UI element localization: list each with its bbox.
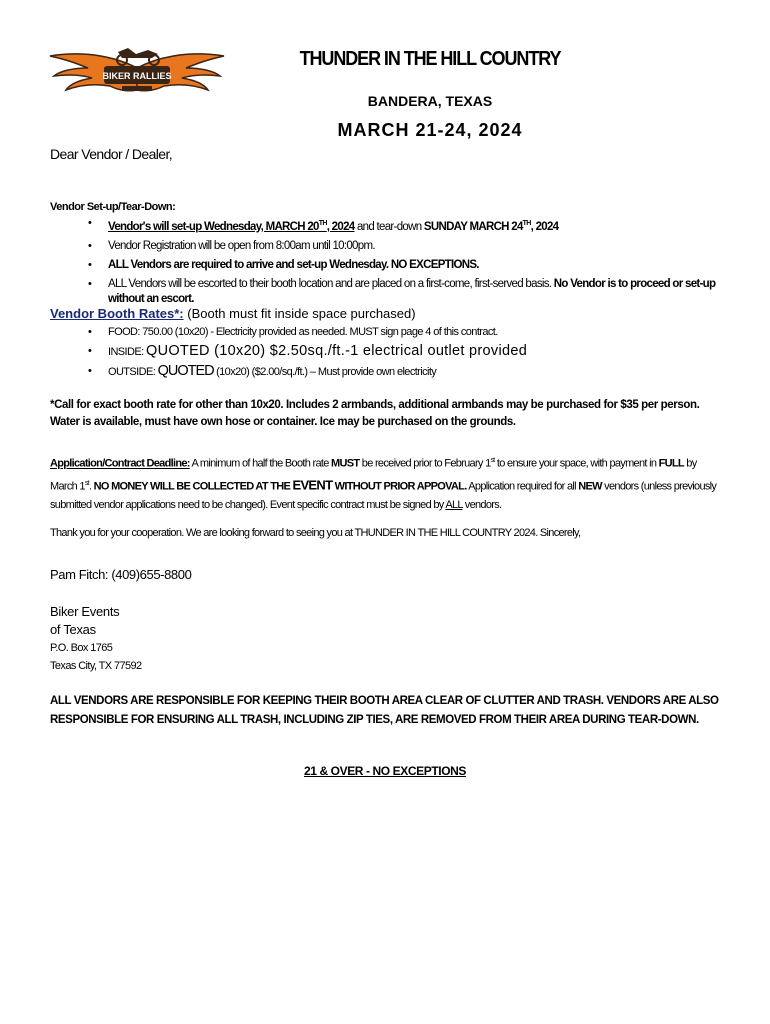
booth-rates-heading: Vendor Booth Rates*: (Booth must fit inside space purchased) [50, 306, 416, 321]
mailing-address: Biker Events of Texas P.O. Box 1765 Texas City, TX 77592 [50, 604, 142, 672]
logo-text: BIKER RALLIES [102, 71, 172, 81]
list-item: • ALL Vendors are required to arrive and set-up Wednesday. NO EXCEPTIONS. [50, 258, 724, 273]
application-deadline: Application/Contract Deadline: A minimum of half the Booth rate MUST be received prior to February 1st to ensure your space, with payment in FULL by March 1st. NO MONEY WILL BE COLLECTED AT THE EVENT WITHOUT PRIOR APPOVAL. Application required for all NEW vendors (unless previously submitted vendor applications need to be changed). Event specific contract must be signed by ALL vendors. [50, 457, 717, 512]
list-item: • OUTSIDE: QUOTED (10x20) ($2.00/sq./ft.) – Must provide own electricity [50, 363, 724, 381]
vendor-responsibility: ALL VENDORS ARE RESPONSIBLE FOR KEEPING THEIR BOOTH AREA CLEAR OF CLUTTER AND TRASH. VENDORS ARE ALSO RESPONSIBLE FOR ENSURING ALL TRASH, INCLUDING ZIP TIES, ARE REMOVED FROM THEIR AREA DURING TEAR-DOWN. [50, 695, 719, 726]
event-title: THUNDER IN THE HILL COUNTRY [299, 48, 561, 70]
age-restriction: 21 & OVER - NO EXCEPTIONS [303, 764, 467, 778]
setup-date-text: Vendor's will set-up Wednesday, MARCH 20TH, 2024 [108, 220, 355, 233]
booth-rates-list [50, 324, 724, 383]
list-item: • INSIDE: QUOTED (10x20) $2.50sq./ft.-1 electrical outlet provided [50, 343, 724, 361]
contact-phone: Pam Fitch: (409)655-8800 [50, 567, 192, 582]
event-date: MARCH 21-24, 2024 [337, 120, 523, 140]
greeting: Dear Vendor / Dealer, [50, 146, 173, 162]
setup-list [50, 216, 724, 311]
list-item: • FOOD: 750.00 (10x20) - Electricity provided as needed. MUST sign page 4 of this contract. [50, 324, 724, 341]
thank-you-text: Thank you for your cooperation. We are looking forward to seeing you at THUNDER IN THE HILL COUNTRY 2024. Sincerely, [50, 527, 581, 539]
setup-heading: Vendor Set-up/Tear-Down: [50, 201, 176, 213]
list-item: • Vendor's will set-up Wednesday, MARCH 20TH, 2024 and tear-down SUNDAY MARCH 24TH, 2024 [50, 216, 724, 235]
list-item: • Vendor Registration will be open from 8:00am until 10:00pm. [50, 239, 724, 254]
event-location: BANDERA, TEXAS [367, 93, 493, 109]
list-item: • ALL Vendors will be escorted to their booth location and are placed on a first-come, first-served basis. No Vendor is to proceed or set-up without an escort. [50, 277, 724, 307]
booth-rate-note: *Call for exact booth rate for other than 10x20. Includes 2 armbands, additional armbands may be purchased for $35 per person. Water is available, must have own hose or container. Ice may be purchased on the grounds. [50, 399, 700, 428]
